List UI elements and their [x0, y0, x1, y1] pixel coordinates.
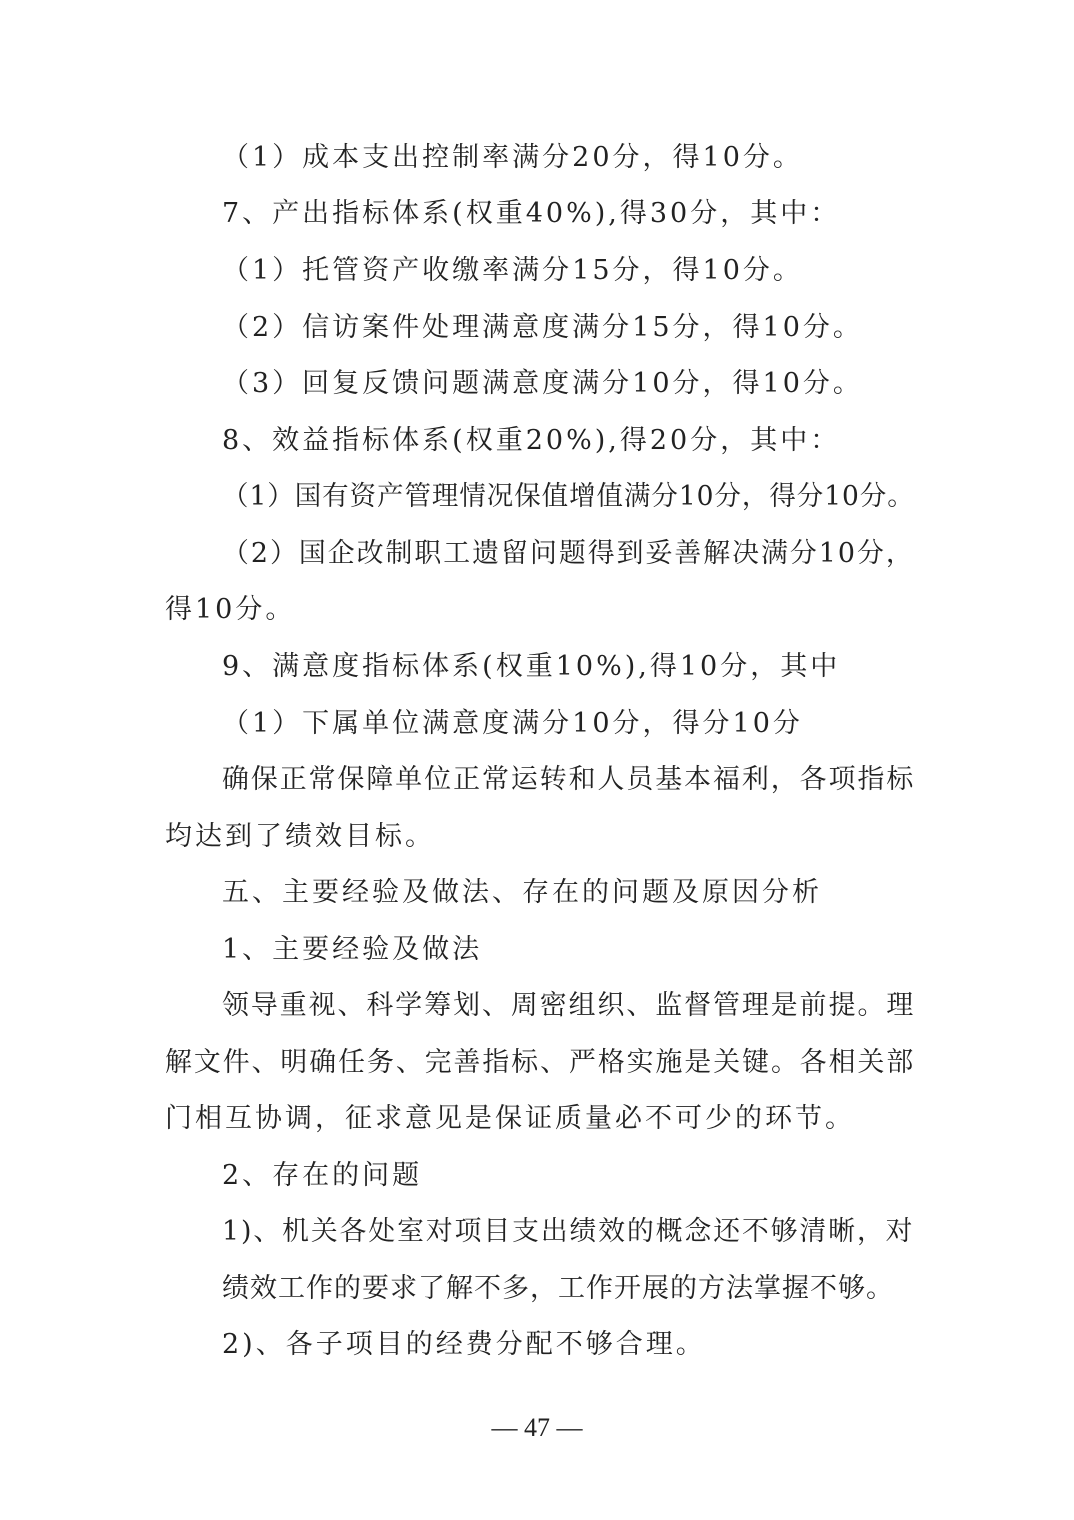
text-line: 9、满意度指标体系(权重10%),得10分，其中	[222, 651, 841, 682]
text-line: 确保正常保障单位正常运转和人员基本福利，各项指标	[222, 764, 916, 795]
subsection-heading: 1、主要经验及做法	[222, 934, 483, 965]
text-line: （2）国企改制职工遗留问题得到妥善解决满分10分，	[222, 538, 915, 569]
text-line: 均达到了绩效目标。	[165, 821, 435, 852]
text-line: 门相互协调，征求意见是保证质量必不可少的环节。	[165, 1103, 855, 1134]
text-line: 得10分。	[165, 594, 296, 625]
text-line: 2)、各子项目的经费分配不够合理。	[222, 1329, 706, 1360]
page-number: — 47 —	[491, 1413, 583, 1442]
text-line: （1）成本支出控制率满分20分，得10分。	[222, 142, 803, 173]
text-line: 1)、机关各处室对项目支出绩效的概念还不够清晰，对	[222, 1216, 915, 1247]
text-line: 领导重视、科学筹划、周密组织、监督管理是前提。理	[222, 990, 916, 1021]
text-line: （1）托管资产收缴率满分15分，得10分。	[222, 255, 803, 286]
text-line: （2）信访案件处理满意度满分15分，得10分。	[222, 312, 863, 343]
text-line: 解文件、明确任务、完善指标、严格实施是关键。各相关部	[165, 1047, 916, 1078]
section-heading: 五、主要经验及做法、存在的问题及原因分析	[222, 877, 822, 908]
text-line: 绩效工作的要求了解不多，工作开展的方法掌握不够。	[222, 1273, 894, 1304]
subsection-heading: 2、存在的问题	[222, 1160, 423, 1191]
text-line: （1）国有资产管理情况保值增值满分10分，得分10分。	[222, 481, 915, 512]
text-line: （1）下属单位满意度满分10分，得分10分	[222, 708, 803, 739]
text-line: 7、产出指标体系(权重40%),得30分，其中：	[222, 198, 841, 229]
text-line: 8、效益指标体系(权重20%),得20分，其中：	[222, 425, 841, 456]
text-line: （3）回复反馈问题满意度满分10分，得10分。	[222, 368, 863, 399]
